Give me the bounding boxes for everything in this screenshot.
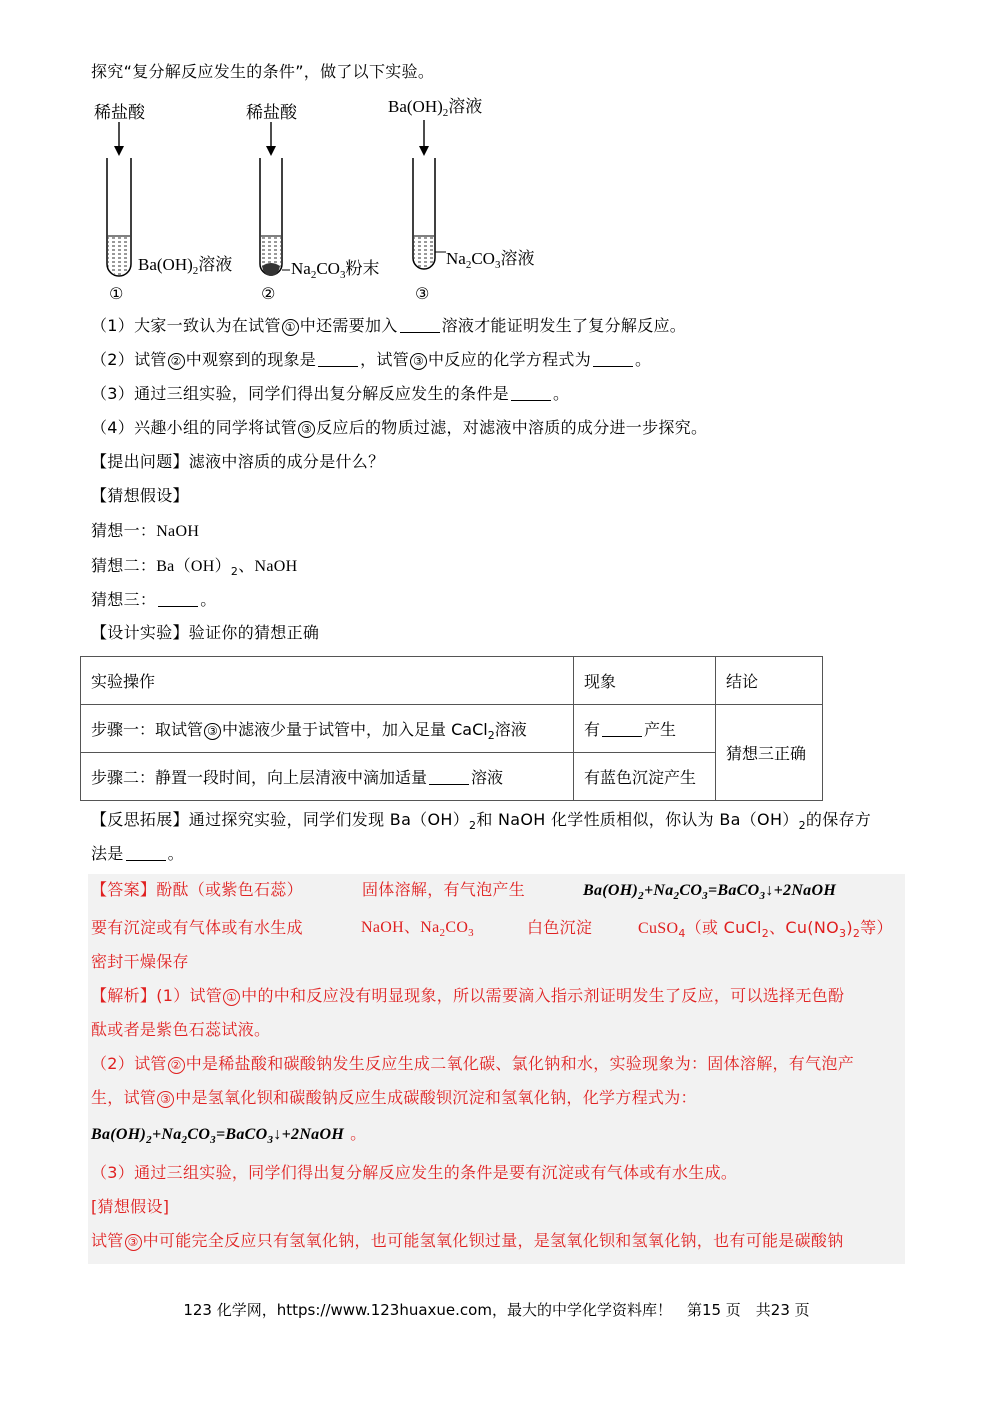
answer-equation: $Ba(OH)_2+Na_2CO_3=BaCO_3↓+2NaOH$ <box>583 882 837 902</box>
reflect-line-2: 法是 。 <box>91 844 184 863</box>
question-2: （2）试管 ② 中观察到的现象是 ，试管 ③ 中反应的化学方程式为 。 <box>91 350 652 369</box>
page-footer: 123 化学网，https://www.123huaxue.com，最大的中学化学资料库！ 第15 页 共23 页 <box>183 1301 810 1319</box>
answer-precipitate: 白色沉淀 <box>527 918 593 937</box>
test-tube-1 <box>107 158 131 276</box>
hypothesis-2: 猜想二：$Ba(OH)_2$、NaOH <box>91 556 298 578</box>
hypothesis-3: 猜想三： 。 <box>91 590 217 609</box>
hypothesis-1: 猜想一：NaOH <box>91 521 200 540</box>
tube2-arrow <box>266 122 276 156</box>
tube2-reagent-label: 稀盐酸 <box>246 103 297 123</box>
tube1-number: ① <box>109 284 124 303</box>
tube2-number: ② <box>261 284 276 303</box>
step1-phenomenon: 有 产生 <box>574 705 716 753</box>
answer-blank[interactable] <box>158 590 198 607</box>
step1-operation: 步骤一：取试管 ③ 中滤液少量于试管中，加入足量 CaCl$_2$溶液 <box>81 705 574 753</box>
header-operation: 实验操作 <box>81 657 574 705</box>
analysis-p4: [猜想假设] <box>91 1197 170 1216</box>
design-title: 【设计实验】验证你的猜想正确 <box>91 623 320 642</box>
answer-blank[interactable] <box>593 350 633 367</box>
hypothesis-title: 【猜想假设】 <box>91 486 189 505</box>
test-tube-2 <box>260 158 290 276</box>
question-3: （3）通过三组实验，同学们得出复分解反应发生的条件是 。 <box>91 384 570 403</box>
analysis-p5: 试管 ③ 中可能完全反应只有氢氧化钠，也可能氢氧化钡过量，是氢氧化钡和氢氧化钠，也有可能是碳酸钠 <box>91 1231 844 1250</box>
conclusion-cell: 猜想三正确 <box>716 705 823 801</box>
question-4: （4）兴趣小组的同学将试管 ③ 反应后的物质过滤，对滤液中溶质的成分进一步探究。 <box>91 418 708 437</box>
answer-condition: 要有沉淀或有气体或有水生成 <box>91 918 303 937</box>
table-row <box>81 705 823 753</box>
header-phenomenon: 现象 <box>574 657 716 705</box>
answer-blank[interactable] <box>318 350 358 367</box>
tube3-content-label: $Na_2CO_3$溶液 <box>446 249 535 271</box>
table-row <box>81 753 823 801</box>
analysis-p2-line1: （2）试管 ② 中是稀盐酸和碳酸钠发生反应生成二氧化碳、氯化钠和水，实验现象为：固体溶解，有气泡产 <box>91 1054 854 1073</box>
question-1: （1）大家一致认为在试管 ① 中还需要加入 溶液才能证明发生了复分解反应。 <box>91 316 687 335</box>
answer-blank[interactable] <box>429 768 469 785</box>
answer-blank[interactable] <box>126 844 166 861</box>
test-tube-3 <box>413 158 446 269</box>
step2-phenomenon: 有蓝色沉淀产生 <box>574 753 716 801</box>
tube1-reagent-label: 稀盐酸 <box>94 103 145 123</box>
analysis-p1-line1: 【解析】(1）试管 ① 中的中和反应没有明显现象，所以需要滴入指示剂证明发生了反应，可以选择无色酚 <box>91 986 845 1005</box>
answer-blank[interactable] <box>400 316 440 333</box>
header-conclusion: 结论 <box>716 657 823 705</box>
tube1-arrow <box>114 122 124 156</box>
table-header-row <box>81 657 823 705</box>
analysis-p3: （3）通过三组实验，同学们得出复分解反应发生的条件是要有沉淀或有气体或有水生成。 <box>91 1163 738 1182</box>
pose-question: 【提出问题】滤液中溶质的成分是什么？ <box>91 452 385 471</box>
tube3-reagent-label: $Ba(OH)_2$溶液 <box>388 97 483 119</box>
tube3-arrow <box>419 120 429 156</box>
answer-line-1: 【答案】酚酞（或紫色石蕊） <box>91 880 303 899</box>
answer-phenomenon: 固体溶解，有气泡产生 <box>362 880 526 899</box>
tube3-number: ③ <box>415 284 430 303</box>
analysis-p1-line2: 酞或者是紫色石蕊试液。 <box>91 1020 271 1039</box>
answer-blank[interactable] <box>511 384 551 401</box>
test-tube-diagram <box>88 92 558 307</box>
analysis-equation: $Ba(OH)_2+Na_2CO_3=BaCO_3↓+2NaOH$ 。 <box>91 1124 367 1146</box>
answer-solutes: NaOH、$Na_2CO_3$ <box>361 919 474 939</box>
analysis-p2-line2: 生，试管 ③ 中是氢氧化钡和碳酸钠反应生成碳酸钡沉淀和氢氧化钠，化学方程式为： <box>91 1088 697 1107</box>
answer-reagent: CuSO$_4$（或 CuCl$_2$、$Cu(NO_3)_2$等） <box>638 918 893 940</box>
intro-text: 探究“复分解反应发生的条件”，做了以下实验。 <box>91 62 435 81</box>
tube1-content-label: $Ba(OH)_2$溶液 <box>138 255 233 277</box>
answer-blank[interactable] <box>602 720 642 737</box>
experiment-table <box>80 656 823 801</box>
reflect-line-1: 【反思拓展】通过探究实验，同学们发现 $Ba(OH)_2$和 NaOH 化学性质相似，你认为 $Ba(OH)_2$的保存方 <box>91 810 872 832</box>
answer-storage: 密封干燥保存 <box>91 952 189 971</box>
step2-operation: 步骤二：静置一段时间，向上层清液中滴加适量 溶液 <box>81 753 574 801</box>
tube2-content-label: $Na_2CO_3$粉末 <box>291 259 380 281</box>
